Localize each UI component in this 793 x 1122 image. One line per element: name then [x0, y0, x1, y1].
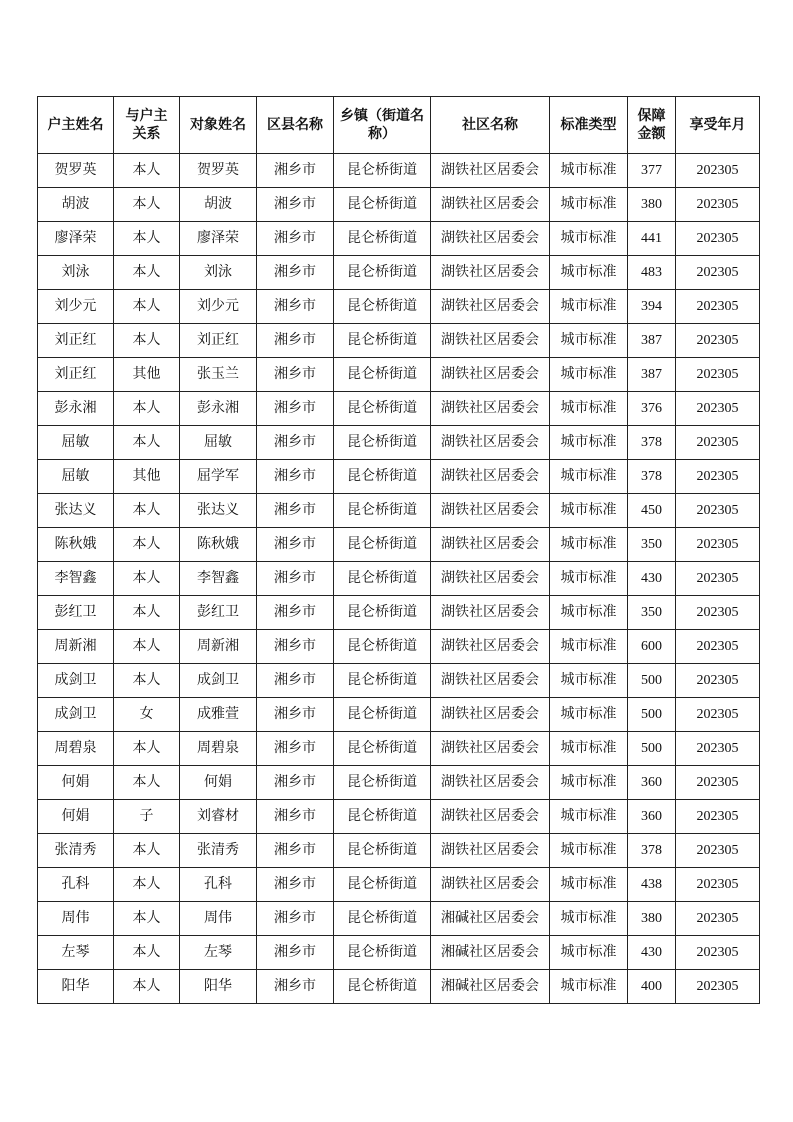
cell-community: 湖铁社区居委会 [431, 664, 550, 698]
cell-period: 202305 [676, 460, 760, 494]
cell-beneficiary-name: 陈秋娥 [180, 528, 257, 562]
cell-community: 湖铁社区居委会 [431, 358, 550, 392]
cell-beneficiary-name: 阳华 [180, 970, 257, 1004]
cell-beneficiary-name: 屈敏 [180, 426, 257, 460]
cell-amount: 387 [628, 358, 676, 392]
table-row [38, 460, 760, 494]
cell-community: 湖铁社区居委会 [431, 596, 550, 630]
cell-town-street: 昆仑桥街道 [334, 426, 431, 460]
cell-household-head: 张达义 [38, 494, 114, 528]
cell-relationship: 本人 [114, 222, 180, 256]
cell-community: 湖铁社区居委会 [431, 868, 550, 902]
header-community: 社区名称 [431, 97, 550, 154]
cell-county: 湘乡市 [257, 766, 334, 800]
cell-relationship: 本人 [114, 868, 180, 902]
cell-household-head: 何娟 [38, 766, 114, 800]
cell-household-head: 刘正红 [38, 358, 114, 392]
cell-period: 202305 [676, 970, 760, 1004]
cell-county: 湘乡市 [257, 460, 334, 494]
cell-period: 202305 [676, 834, 760, 868]
table-row [38, 664, 760, 698]
cell-community: 湖铁社区居委会 [431, 154, 550, 188]
cell-community: 湖铁社区居委会 [431, 732, 550, 766]
cell-beneficiary-name: 屈学军 [180, 460, 257, 494]
header-period: 享受年月 [676, 97, 760, 154]
cell-community: 湖铁社区居委会 [431, 562, 550, 596]
table-row [38, 392, 760, 426]
table-row [38, 188, 760, 222]
cell-household-head: 成剑卫 [38, 698, 114, 732]
cell-amount: 394 [628, 290, 676, 324]
cell-period: 202305 [676, 494, 760, 528]
cell-county: 湘乡市 [257, 528, 334, 562]
cell-period: 202305 [676, 800, 760, 834]
cell-standard-type: 城市标准 [550, 936, 628, 970]
cell-amount: 378 [628, 834, 676, 868]
cell-household-head: 周新湘 [38, 630, 114, 664]
cell-town-street: 昆仑桥街道 [334, 664, 431, 698]
cell-standard-type: 城市标准 [550, 154, 628, 188]
cell-amount: 500 [628, 732, 676, 766]
subsidy-table [37, 96, 760, 1004]
cell-beneficiary-name: 张玉兰 [180, 358, 257, 392]
cell-period: 202305 [676, 698, 760, 732]
cell-community: 湖铁社区居委会 [431, 766, 550, 800]
cell-period: 202305 [676, 596, 760, 630]
cell-beneficiary-name: 成剑卫 [180, 664, 257, 698]
cell-period: 202305 [676, 222, 760, 256]
cell-community: 湖铁社区居委会 [431, 290, 550, 324]
cell-town-street: 昆仑桥街道 [334, 902, 431, 936]
cell-period: 202305 [676, 868, 760, 902]
cell-standard-type: 城市标准 [550, 698, 628, 732]
cell-relationship: 本人 [114, 290, 180, 324]
cell-town-street: 昆仑桥街道 [334, 970, 431, 1004]
table-row [38, 358, 760, 392]
cell-relationship: 女 [114, 698, 180, 732]
cell-county: 湘乡市 [257, 154, 334, 188]
cell-amount: 500 [628, 698, 676, 732]
cell-standard-type: 城市标准 [550, 562, 628, 596]
cell-period: 202305 [676, 936, 760, 970]
cell-household-head: 贺罗英 [38, 154, 114, 188]
cell-town-street: 昆仑桥街道 [334, 732, 431, 766]
cell-beneficiary-name: 刘睿材 [180, 800, 257, 834]
cell-town-street: 昆仑桥街道 [334, 936, 431, 970]
cell-community: 湖铁社区居委会 [431, 528, 550, 562]
cell-community: 湘碱社区居委会 [431, 970, 550, 1004]
table-row [38, 222, 760, 256]
cell-standard-type: 城市标准 [550, 596, 628, 630]
cell-standard-type: 城市标准 [550, 222, 628, 256]
cell-community: 湖铁社区居委会 [431, 460, 550, 494]
cell-beneficiary-name: 何娟 [180, 766, 257, 800]
table-header [38, 97, 760, 154]
cell-beneficiary-name: 刘正红 [180, 324, 257, 358]
cell-beneficiary-name: 廖泽荣 [180, 222, 257, 256]
cell-beneficiary-name: 张清秀 [180, 834, 257, 868]
cell-period: 202305 [676, 290, 760, 324]
cell-amount: 380 [628, 188, 676, 222]
cell-household-head: 胡波 [38, 188, 114, 222]
table-row [38, 562, 760, 596]
cell-county: 湘乡市 [257, 188, 334, 222]
table-row [38, 528, 760, 562]
cell-community: 湖铁社区居委会 [431, 188, 550, 222]
cell-amount: 438 [628, 868, 676, 902]
cell-period: 202305 [676, 188, 760, 222]
cell-amount: 430 [628, 562, 676, 596]
cell-town-street: 昆仑桥街道 [334, 494, 431, 528]
cell-period: 202305 [676, 324, 760, 358]
cell-amount: 600 [628, 630, 676, 664]
cell-period: 202305 [676, 358, 760, 392]
cell-county: 湘乡市 [257, 834, 334, 868]
cell-household-head: 何娟 [38, 800, 114, 834]
cell-period: 202305 [676, 562, 760, 596]
cell-town-street: 昆仑桥街道 [334, 630, 431, 664]
cell-standard-type: 城市标准 [550, 970, 628, 1004]
cell-beneficiary-name: 张达义 [180, 494, 257, 528]
cell-household-head: 彭红卫 [38, 596, 114, 630]
cell-county: 湘乡市 [257, 562, 334, 596]
cell-county: 湘乡市 [257, 256, 334, 290]
cell-standard-type: 城市标准 [550, 630, 628, 664]
cell-amount: 441 [628, 222, 676, 256]
cell-county: 湘乡市 [257, 222, 334, 256]
cell-county: 湘乡市 [257, 630, 334, 664]
cell-town-street: 昆仑桥街道 [334, 460, 431, 494]
cell-beneficiary-name: 刘少元 [180, 290, 257, 324]
cell-period: 202305 [676, 630, 760, 664]
header-standard-type: 标准类型 [550, 97, 628, 154]
cell-county: 湘乡市 [257, 902, 334, 936]
cell-amount: 483 [628, 256, 676, 290]
table-row [38, 970, 760, 1004]
cell-county: 湘乡市 [257, 936, 334, 970]
cell-standard-type: 城市标准 [550, 732, 628, 766]
cell-community: 湖铁社区居委会 [431, 698, 550, 732]
cell-town-street: 昆仑桥街道 [334, 188, 431, 222]
cell-relationship: 本人 [114, 902, 180, 936]
header-beneficiary-name: 对象姓名 [180, 97, 257, 154]
cell-relationship: 本人 [114, 936, 180, 970]
table-row [38, 154, 760, 188]
cell-beneficiary-name: 贺罗英 [180, 154, 257, 188]
table-row [38, 426, 760, 460]
cell-county: 湘乡市 [257, 664, 334, 698]
cell-amount: 450 [628, 494, 676, 528]
cell-standard-type: 城市标准 [550, 664, 628, 698]
cell-town-street: 昆仑桥街道 [334, 324, 431, 358]
cell-town-street: 昆仑桥街道 [334, 562, 431, 596]
cell-period: 202305 [676, 154, 760, 188]
cell-standard-type: 城市标准 [550, 528, 628, 562]
cell-relationship: 本人 [114, 256, 180, 290]
cell-community: 湖铁社区居委会 [431, 392, 550, 426]
cell-beneficiary-name: 孔科 [180, 868, 257, 902]
cell-town-street: 昆仑桥街道 [334, 800, 431, 834]
cell-community: 湖铁社区居委会 [431, 494, 550, 528]
table-row [38, 902, 760, 936]
table-row [38, 868, 760, 902]
cell-town-street: 昆仑桥街道 [334, 834, 431, 868]
cell-amount: 400 [628, 970, 676, 1004]
cell-household-head: 张清秀 [38, 834, 114, 868]
cell-beneficiary-name: 胡波 [180, 188, 257, 222]
cell-county: 湘乡市 [257, 970, 334, 1004]
cell-amount: 500 [628, 664, 676, 698]
cell-town-street: 昆仑桥街道 [334, 222, 431, 256]
cell-beneficiary-name: 周伟 [180, 902, 257, 936]
cell-standard-type: 城市标准 [550, 290, 628, 324]
cell-community: 湖铁社区居委会 [431, 834, 550, 868]
table-row [38, 766, 760, 800]
cell-beneficiary-name: 彭永湘 [180, 392, 257, 426]
header-amount: 保障金额 [628, 97, 676, 154]
cell-amount: 376 [628, 392, 676, 426]
cell-standard-type: 城市标准 [550, 494, 628, 528]
cell-relationship: 子 [114, 800, 180, 834]
cell-town-street: 昆仑桥街道 [334, 868, 431, 902]
cell-amount: 380 [628, 902, 676, 936]
cell-period: 202305 [676, 902, 760, 936]
cell-relationship: 本人 [114, 426, 180, 460]
table-row [38, 732, 760, 766]
cell-community: 湖铁社区居委会 [431, 324, 550, 358]
cell-town-street: 昆仑桥街道 [334, 154, 431, 188]
cell-standard-type: 城市标准 [550, 392, 628, 426]
cell-county: 湘乡市 [257, 698, 334, 732]
header-county: 区县名称 [257, 97, 334, 154]
cell-household-head: 彭永湘 [38, 392, 114, 426]
cell-period: 202305 [676, 732, 760, 766]
cell-relationship: 本人 [114, 596, 180, 630]
cell-community: 湖铁社区居委会 [431, 222, 550, 256]
cell-town-street: 昆仑桥街道 [334, 766, 431, 800]
table-row [38, 630, 760, 664]
cell-period: 202305 [676, 426, 760, 460]
cell-relationship: 本人 [114, 970, 180, 1004]
cell-county: 湘乡市 [257, 392, 334, 426]
table-row [38, 936, 760, 970]
cell-relationship: 本人 [114, 528, 180, 562]
cell-period: 202305 [676, 256, 760, 290]
cell-beneficiary-name: 周碧泉 [180, 732, 257, 766]
cell-standard-type: 城市标准 [550, 766, 628, 800]
cell-standard-type: 城市标准 [550, 188, 628, 222]
table-row [38, 324, 760, 358]
cell-household-head: 成剑卫 [38, 664, 114, 698]
cell-standard-type: 城市标准 [550, 256, 628, 290]
table-row [38, 698, 760, 732]
cell-relationship: 其他 [114, 358, 180, 392]
cell-town-street: 昆仑桥街道 [334, 256, 431, 290]
header-town-street: 乡镇（街道名称） [334, 97, 431, 154]
cell-amount: 350 [628, 528, 676, 562]
table-row [38, 256, 760, 290]
cell-community: 湘碱社区居委会 [431, 902, 550, 936]
cell-amount: 350 [628, 596, 676, 630]
cell-relationship: 本人 [114, 188, 180, 222]
cell-amount: 387 [628, 324, 676, 358]
cell-relationship: 本人 [114, 154, 180, 188]
header-row [38, 97, 760, 154]
cell-county: 湘乡市 [257, 494, 334, 528]
cell-household-head: 左琴 [38, 936, 114, 970]
table-body [38, 154, 760, 1004]
cell-beneficiary-name: 李智鑫 [180, 562, 257, 596]
cell-town-street: 昆仑桥街道 [334, 358, 431, 392]
cell-household-head: 廖泽荣 [38, 222, 114, 256]
cell-household-head: 周碧泉 [38, 732, 114, 766]
cell-amount: 430 [628, 936, 676, 970]
cell-relationship: 本人 [114, 732, 180, 766]
cell-relationship: 本人 [114, 630, 180, 664]
cell-standard-type: 城市标准 [550, 834, 628, 868]
cell-beneficiary-name: 成雅萱 [180, 698, 257, 732]
header-relationship: 与户主关系 [114, 97, 180, 154]
cell-relationship: 本人 [114, 494, 180, 528]
cell-relationship: 本人 [114, 834, 180, 868]
cell-period: 202305 [676, 766, 760, 800]
cell-county: 湘乡市 [257, 596, 334, 630]
cell-household-head: 屈敏 [38, 426, 114, 460]
cell-county: 湘乡市 [257, 358, 334, 392]
cell-town-street: 昆仑桥街道 [334, 392, 431, 426]
cell-period: 202305 [676, 664, 760, 698]
cell-county: 湘乡市 [257, 732, 334, 766]
cell-town-street: 昆仑桥街道 [334, 596, 431, 630]
cell-household-head: 屈敏 [38, 460, 114, 494]
cell-relationship: 本人 [114, 392, 180, 426]
cell-beneficiary-name: 周新湘 [180, 630, 257, 664]
cell-relationship: 本人 [114, 664, 180, 698]
header-household-head: 户主姓名 [38, 97, 114, 154]
table-row [38, 494, 760, 528]
cell-town-street: 昆仑桥街道 [334, 698, 431, 732]
cell-household-head: 刘泳 [38, 256, 114, 290]
cell-standard-type: 城市标准 [550, 902, 628, 936]
cell-standard-type: 城市标准 [550, 324, 628, 358]
cell-amount: 360 [628, 766, 676, 800]
cell-period: 202305 [676, 528, 760, 562]
cell-household-head: 陈秋娥 [38, 528, 114, 562]
table-row [38, 290, 760, 324]
cell-amount: 377 [628, 154, 676, 188]
table-row [38, 596, 760, 630]
cell-household-head: 李智鑫 [38, 562, 114, 596]
cell-county: 湘乡市 [257, 426, 334, 460]
cell-community: 湘碱社区居委会 [431, 936, 550, 970]
cell-community: 湖铁社区居委会 [431, 426, 550, 460]
cell-community: 湖铁社区居委会 [431, 630, 550, 664]
cell-amount: 378 [628, 426, 676, 460]
cell-household-head: 刘正红 [38, 324, 114, 358]
cell-beneficiary-name: 刘泳 [180, 256, 257, 290]
cell-county: 湘乡市 [257, 868, 334, 902]
cell-amount: 360 [628, 800, 676, 834]
cell-relationship: 本人 [114, 766, 180, 800]
cell-town-street: 昆仑桥街道 [334, 528, 431, 562]
cell-community: 湖铁社区居委会 [431, 256, 550, 290]
cell-household-head: 刘少元 [38, 290, 114, 324]
cell-period: 202305 [676, 392, 760, 426]
cell-beneficiary-name: 彭红卫 [180, 596, 257, 630]
cell-standard-type: 城市标准 [550, 868, 628, 902]
cell-standard-type: 城市标准 [550, 460, 628, 494]
table-row [38, 834, 760, 868]
cell-household-head: 阳华 [38, 970, 114, 1004]
table-row [38, 800, 760, 834]
cell-relationship: 本人 [114, 324, 180, 358]
cell-beneficiary-name: 左琴 [180, 936, 257, 970]
cell-county: 湘乡市 [257, 324, 334, 358]
cell-relationship: 本人 [114, 562, 180, 596]
cell-community: 湖铁社区居委会 [431, 800, 550, 834]
cell-county: 湘乡市 [257, 800, 334, 834]
cell-household-head: 孔科 [38, 868, 114, 902]
cell-town-street: 昆仑桥街道 [334, 290, 431, 324]
cell-standard-type: 城市标准 [550, 426, 628, 460]
cell-amount: 378 [628, 460, 676, 494]
cell-household-head: 周伟 [38, 902, 114, 936]
cell-standard-type: 城市标准 [550, 358, 628, 392]
cell-county: 湘乡市 [257, 290, 334, 324]
cell-standard-type: 城市标准 [550, 800, 628, 834]
cell-relationship: 其他 [114, 460, 180, 494]
